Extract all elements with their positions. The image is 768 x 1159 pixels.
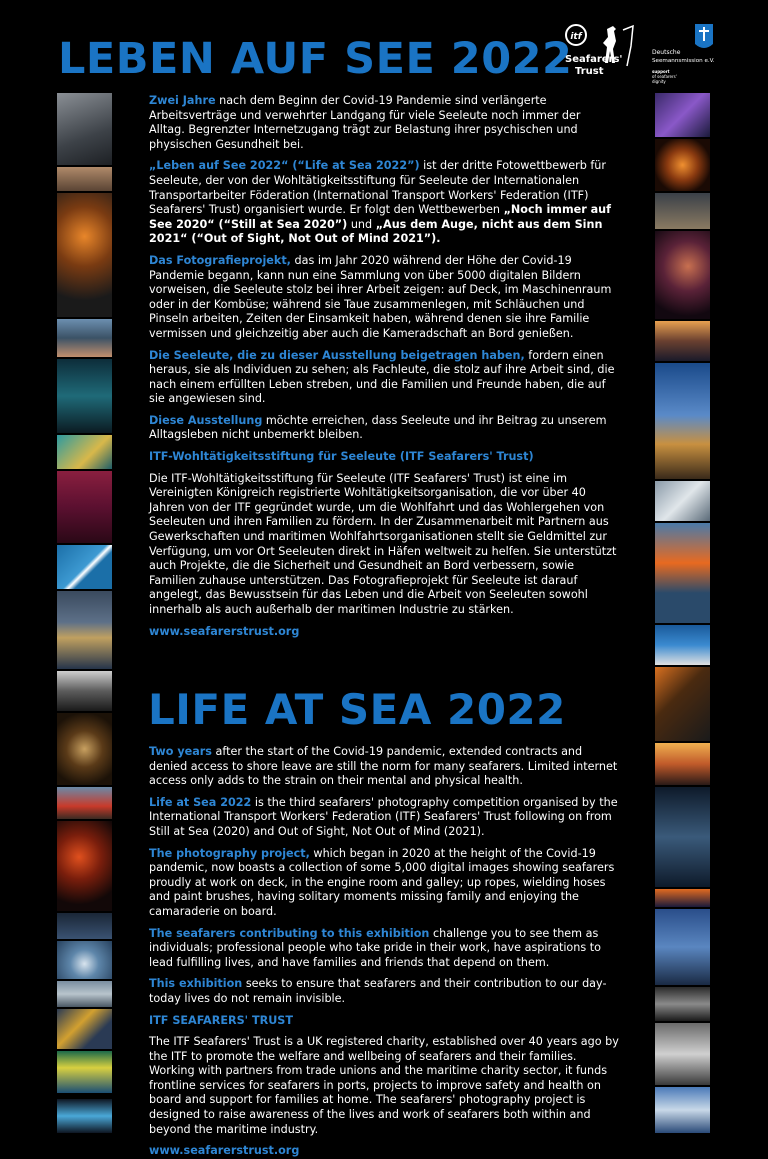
itf-mark: itf: [570, 32, 582, 42]
photo: [57, 821, 112, 911]
en-paragraph-2: Life at Sea 2022 is the third seafarers' photography competition organised by the International Transport Workers' Federation (ITF) Seafarers' Trust following on from Still at Sea (2020) and Out of Sight, Not Out of Mind (2021).: [149, 795, 618, 838]
dsm-tag-2: of seafarers': [652, 74, 677, 79]
photo: [57, 545, 112, 589]
en-paragraph-3: The photography project, which began in 2020 at the height of the Covid-19 pandemic, now boasts a collection of some 5,000 digital images showing seafarers proudly at work on deck, in the engine room and galley; up ropes, wielding hoses and paint brushes, having solitary moments missing family and enjoying the camaraderie on board.: [149, 846, 615, 918]
photo: [655, 889, 710, 907]
photo: [655, 909, 710, 985]
photo: [57, 787, 112, 819]
photo: [655, 667, 710, 741]
photo: [655, 481, 710, 521]
itf-seafarers-trust-logo: [563, 22, 645, 78]
photo: [57, 913, 112, 939]
photo: [655, 231, 710, 319]
en-trust-paragraph: The ITF Seafarers' Trust is a UK registered charity, established over 40 years ago by the ITF to promote the welfare and wellbeing of seafarers and their families. Working with partners from trade unions and the maritime charity sector, it funds frontline services for seafarers in ports, projects to improve safety and health on board and support for families at home. The seafarers' photography project is designed to raise awareness of the lives and work of seafarers both within and beyond the maritime industry.: [149, 1035, 619, 1136]
de-website-link[interactable]: www.seafarerstrust.org: [149, 624, 300, 638]
itf-name-1: Seafarers': [565, 54, 623, 65]
photo: [655, 93, 710, 137]
en-trust-heading: ITF SEAFARERS' TRUST: [149, 1013, 293, 1027]
en-paragraph-1: Two years after the start of the Covid-19 pandemic, extended contracts and denied access to shore leave are still the norm for many seafarers. Limited internet access only adds to the strain on their mental and physical health.: [149, 745, 618, 788]
photo: [655, 787, 710, 887]
photo: [57, 435, 112, 469]
dsm-tag-1: support: [652, 69, 670, 74]
photo: [655, 523, 710, 623]
de-trust-heading: ITF-Wohltätigkeitsstiftung für Seeleute (ITF Seafarers' Trust): [149, 450, 534, 464]
photo: [655, 1087, 710, 1133]
photo: [57, 713, 112, 785]
photo: [655, 743, 710, 785]
photo: [655, 625, 710, 665]
itf-name-2: Trust: [575, 66, 604, 77]
right-photo-strip: [655, 93, 710, 1133]
de-paragraph-4: Die Seeleute, die zu dieser Ausstellung beigetragen haben, fordern einen heraus, sie als Individuen zu sehen; als Fachleute, die stolz auf ihre Arbeit sind, die nach einem erfüllten Leben streben, und die Familien und Freunde haben, die auf sie angewiesen sind.: [149, 348, 615, 406]
photo: [57, 941, 112, 979]
photo: [655, 987, 710, 1021]
german-text-column: [149, 94, 619, 639]
en-website-link[interactable]: www.seafarerstrust.org: [149, 1144, 300, 1158]
title-en: LIFE AT SEA 2022: [148, 685, 566, 734]
photo: [57, 193, 112, 317]
dsm-tag-3: dignity: [652, 79, 666, 84]
photo: [655, 1023, 710, 1085]
photo: [57, 671, 112, 711]
photo: [655, 363, 710, 479]
photo: [57, 1009, 112, 1049]
left-photo-strip: [57, 93, 112, 1133]
de-paragraph-5: Diese Ausstellung möchte erreichen, dass Seeleute und ihr Beitrag zu unserem Alltagsleben nicht unbemerkt bleiben.: [149, 413, 607, 442]
photo: [57, 359, 112, 433]
deutsche-seemannsmission-logo: [651, 22, 717, 92]
de-paragraph-2: „Leben auf See 2022“ (“Life at Sea 2022”) ist der dritte Fotowettbewerb für Seeleute, der von der Wohltätigkeitsstiftung für Seeleute der Internationalen Transportarbeiter Föderation (International Transport Workers' Federation (ITF) Seafarers' Trust) organisiert wurde. Er folgt den Wettbewerben „Noch immer auf See 2020“ (“Still at Sea 2020”) und „Aus dem Auge, nicht aus dem Sinn 2021“ (“Out of Sight, Not Out of Mind 2021”).: [149, 159, 611, 246]
title-de: LEBEN AUF SEE 2022: [58, 34, 573, 84]
photo: [57, 319, 112, 357]
photo: [57, 591, 112, 669]
photo: [655, 139, 710, 191]
en-paragraph-5: This exhibition seeks to ensure that seafarers and their contribution to our day-today lives do not remain invisible.: [149, 977, 607, 1005]
photo: [655, 193, 710, 229]
de-trust-paragraph: Die ITF-Wohltätigkeitsstiftung für Seeleute (ITF Seafarers' Trust) ist eine im Vereinigten Königreich registrierte Wohltätigkeitsorganisation, die vor über 40 Jahren von der ITF gegründet wurde, um die Wohlfahrt und das Wohlergehen von Seeleuten und ihren Familien zu fördern. In der Zusammenarbeit mit Partnern aus Gewerkschaften und maritimen Wohlfahrtsorganisationen stellt sie Geldmittel zur Verfügung, um vor Ort Seeleuten direkt in Häfen weltweit zu helfen. Sie unterstützt auch Projekte, die die Sicherheit und Gesundheit an Bord verbessern, sowie Familien zuhause unterstützen. Das Fotografieprojekt für Seeleute ist darauf angelegt, das Bewusstsein für das Leben und die Arbeit von Seeleuten sowohl innerhalb als auch außerhalb der maritimen Industrie zu stärken.: [149, 471, 617, 616]
photo: [655, 321, 710, 361]
de-paragraph-3: Das Fotografieprojekt, das im Jahr 2020 während der Höhe der Covid-19 Pandemie begann, kann nun eine Sammlung von über 5000 digitalen Bildern vorweisen, die Seeleute stolz bei ihrer Arbeit zeigen: auf Deck, im Maschinenraum oder in der Kombüse; während sie Taue zusammenlegen, mit Schläuchen und Pinseln arbeiten, Zeiten der Einsamkeit haben, während denen sie ihre Familie vermissen und gleichzeitig aber auch die Kameradschaft an Bord genießen.: [149, 253, 612, 340]
english-text-column: [149, 745, 619, 1159]
en-paragraph-4: The seafarers contributing to this exhibition challenge you to see them as individuals; professional people who take pride in their work, have aspirations to lead fulfilling lives, and have families and friends that depend on them.: [149, 926, 601, 969]
photo: [57, 93, 112, 165]
photo: [57, 1051, 112, 1093]
dsm-name-1: Deutsche: [652, 49, 681, 56]
photo: [57, 981, 112, 1007]
de-paragraph-1: Zwei Jahre nach dem Beginn der Covid-19 Pandemie sind verlängerte Arbeitsverträge und verwehrter Landgang für viele Seeleute noch immer der Alltag. Begrenzter Internetzugang trägt zur Belastung ihrer psychischen und physischen Gesundheit bei.: [149, 94, 581, 151]
photo: [57, 471, 112, 543]
photo: [57, 167, 112, 191]
dsm-name-2: Seemannsmission e.V.: [652, 58, 715, 64]
photo: [57, 1099, 112, 1133]
